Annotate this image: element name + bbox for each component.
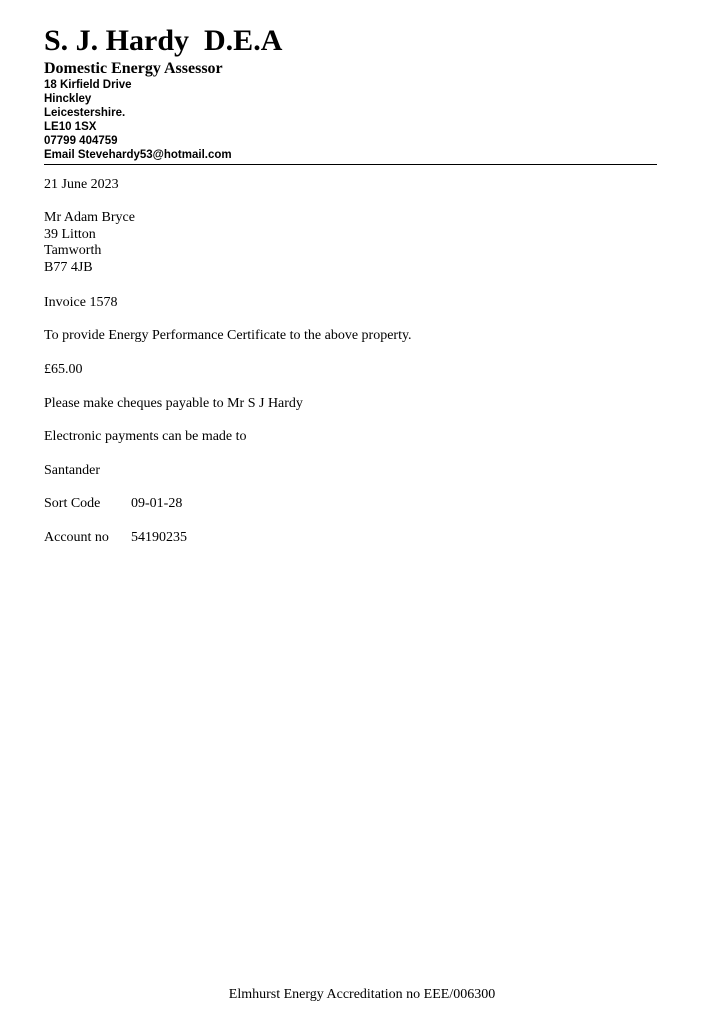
sort-code-row — [44, 495, 182, 512]
account-number-value: 54190235 — [131, 530, 187, 545]
sort-code-value: 09-01-28 — [131, 496, 183, 511]
sort-code-label: Sort Code — [44, 496, 101, 511]
recipient-address — [44, 210, 135, 277]
invoice-amount: £65.00 — [44, 362, 83, 377]
sender-address-town: Hinckley — [44, 93, 92, 105]
recipient-street: 39 Litton — [44, 226, 96, 242]
account-number-label: Account no — [44, 530, 109, 545]
cheque-instructions: Please make cheques payable to Mr S J Hardy — [44, 396, 303, 411]
service-description: To provide Energy Performance Certificate to the above property. — [44, 328, 412, 343]
recipient-postcode: B77 4JB — [44, 260, 93, 276]
account-number-row — [44, 529, 187, 546]
electronic-payment-note: Electronic payments can be made to — [44, 429, 247, 444]
sender-phone: 07799 404759 — [44, 135, 118, 147]
sender-email: Email Stevehardy53@hotmail.com — [44, 149, 232, 161]
letterhead — [44, 24, 657, 162]
sender-address-county: Leicestershire. — [44, 107, 126, 119]
sender-address-postcode: LE10 1SX — [44, 121, 97, 133]
invoice-number: Invoice 1578 — [44, 295, 118, 310]
recipient-name: Mr Adam Bryce — [44, 210, 135, 225]
sender-name: S. J. Hardy D.E.A — [44, 24, 283, 57]
letterhead-divider — [44, 164, 657, 165]
accreditation-footer: Elmhurst Energy Accreditation no EEE/006300 — [228, 987, 496, 1002]
recipient-town: Tamworth — [44, 243, 102, 259]
bank-name: Santander — [44, 463, 100, 478]
letter-date: 21 June 2023 — [44, 177, 119, 192]
sender-address-street: 18 Kirfield Drive — [44, 79, 132, 91]
sender-title: Domestic Energy Assessor — [44, 60, 223, 77]
